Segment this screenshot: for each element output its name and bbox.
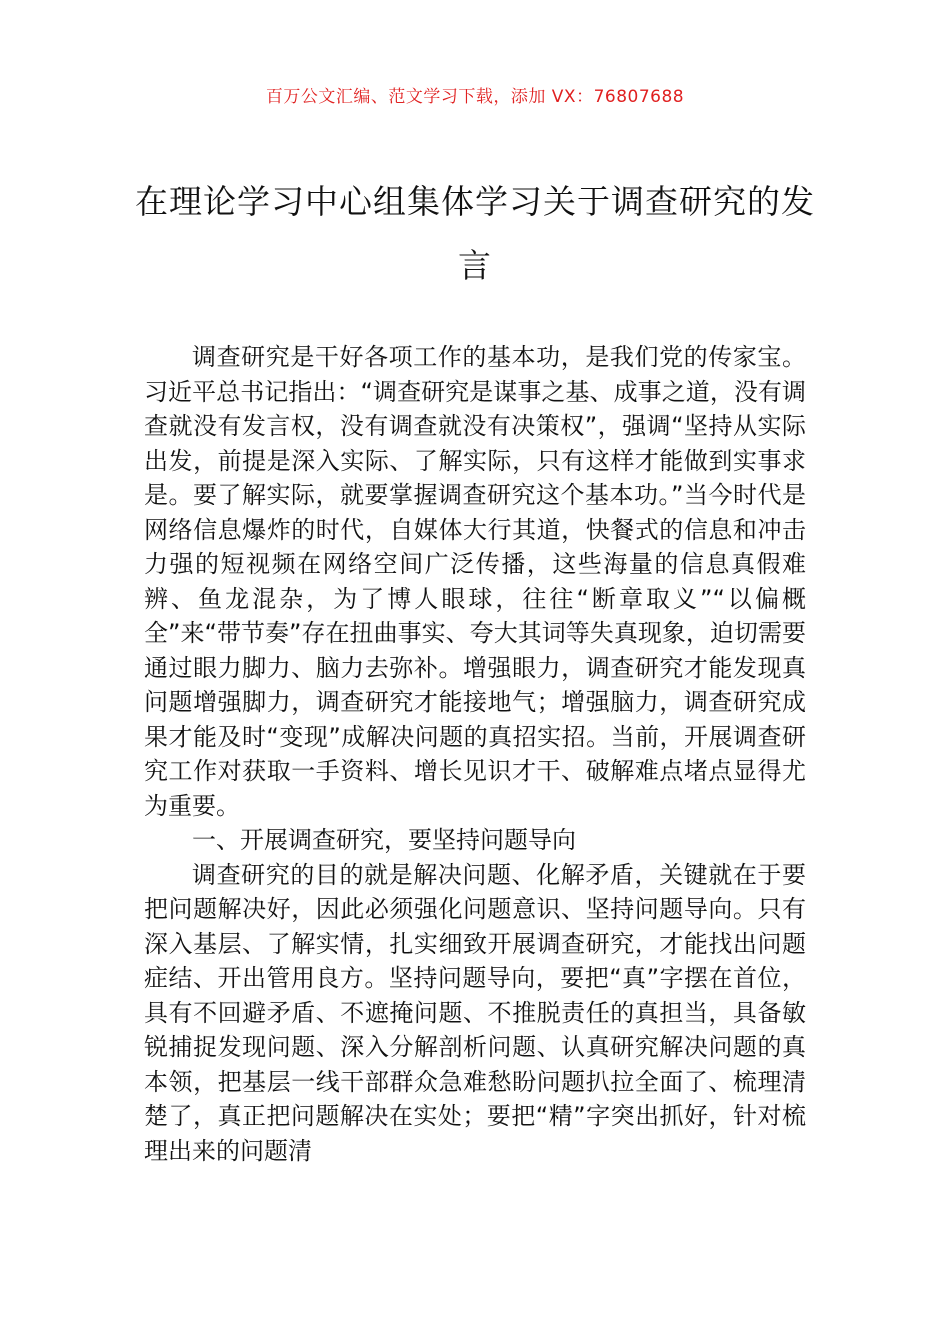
body-paragraph-intro: 调查研究是干好各项工作的基本功，是我们党的传家宝。习近平总书记指出：“调查研究是谋事之基、成事之道，没有调查就没有发言权，没有调查就没有决策权”，强调“坚持从实际出发，前提是深入实际、了解实际，只有这样才能做到实事求是。要了解实际，就要掌握调查研究这个基本功。”当今时代是网络信息爆炸的时代，自媒体大行其道，快餐式的信息和冲击力强的短视频在网络空间广泛传播，这些海量的信息真假难辨、鱼龙混杂，为了博人眼球，往往“断章取义”“以偏概全”来“带节奏”存在扭曲事实、夸大其词等失真现象，迫切需要通过眼力脚力、脑力去弥补。增强眼力，调查研究才能发现真问题增强脚力，调查研究才能接地气；增强脑力，调查研究成果才能及时“变现”成解决问题的真招实招。当前，开展调查研究工作对获取一手资料、增长见识才干、破解难点堵点显得尤为重要。 xyxy=(144,343,806,820)
document-title: 在理论学习中心组集体学习关于调查研究的发言 xyxy=(135,182,815,285)
document-body xyxy=(144,340,806,1168)
header-watermark-note: 百万公文汇编、范文学习下载，添加 VX：76807688 xyxy=(265,87,685,107)
section-heading-1: 一、开展调查研究，要坚持问题导向 xyxy=(192,826,576,854)
body-paragraph-section-1: 调查研究的目的就是解决问题、化解矛盾，关键就在于要把问题解决好，因此必须强化问题意识、坚持问题导向。只有深入基层、了解实情，扎实细致开展调查研究，才能找出问题症结、开出管用良方。坚持问题导向，要把“真”字摆在首位，具有不回避矛盾、不遮掩问题、不推脱责任的真担当，具备敏锐捕捉发现问题、深入分解剖析问题、认真研究解决问题的真本领，把基层一线干部群众急难愁盼问题扒拉全面了、梳理清楚了，真正把问题解决在实处；要把“精”字突出抓好，针对梳理出来的问题清 xyxy=(144,860,806,1165)
